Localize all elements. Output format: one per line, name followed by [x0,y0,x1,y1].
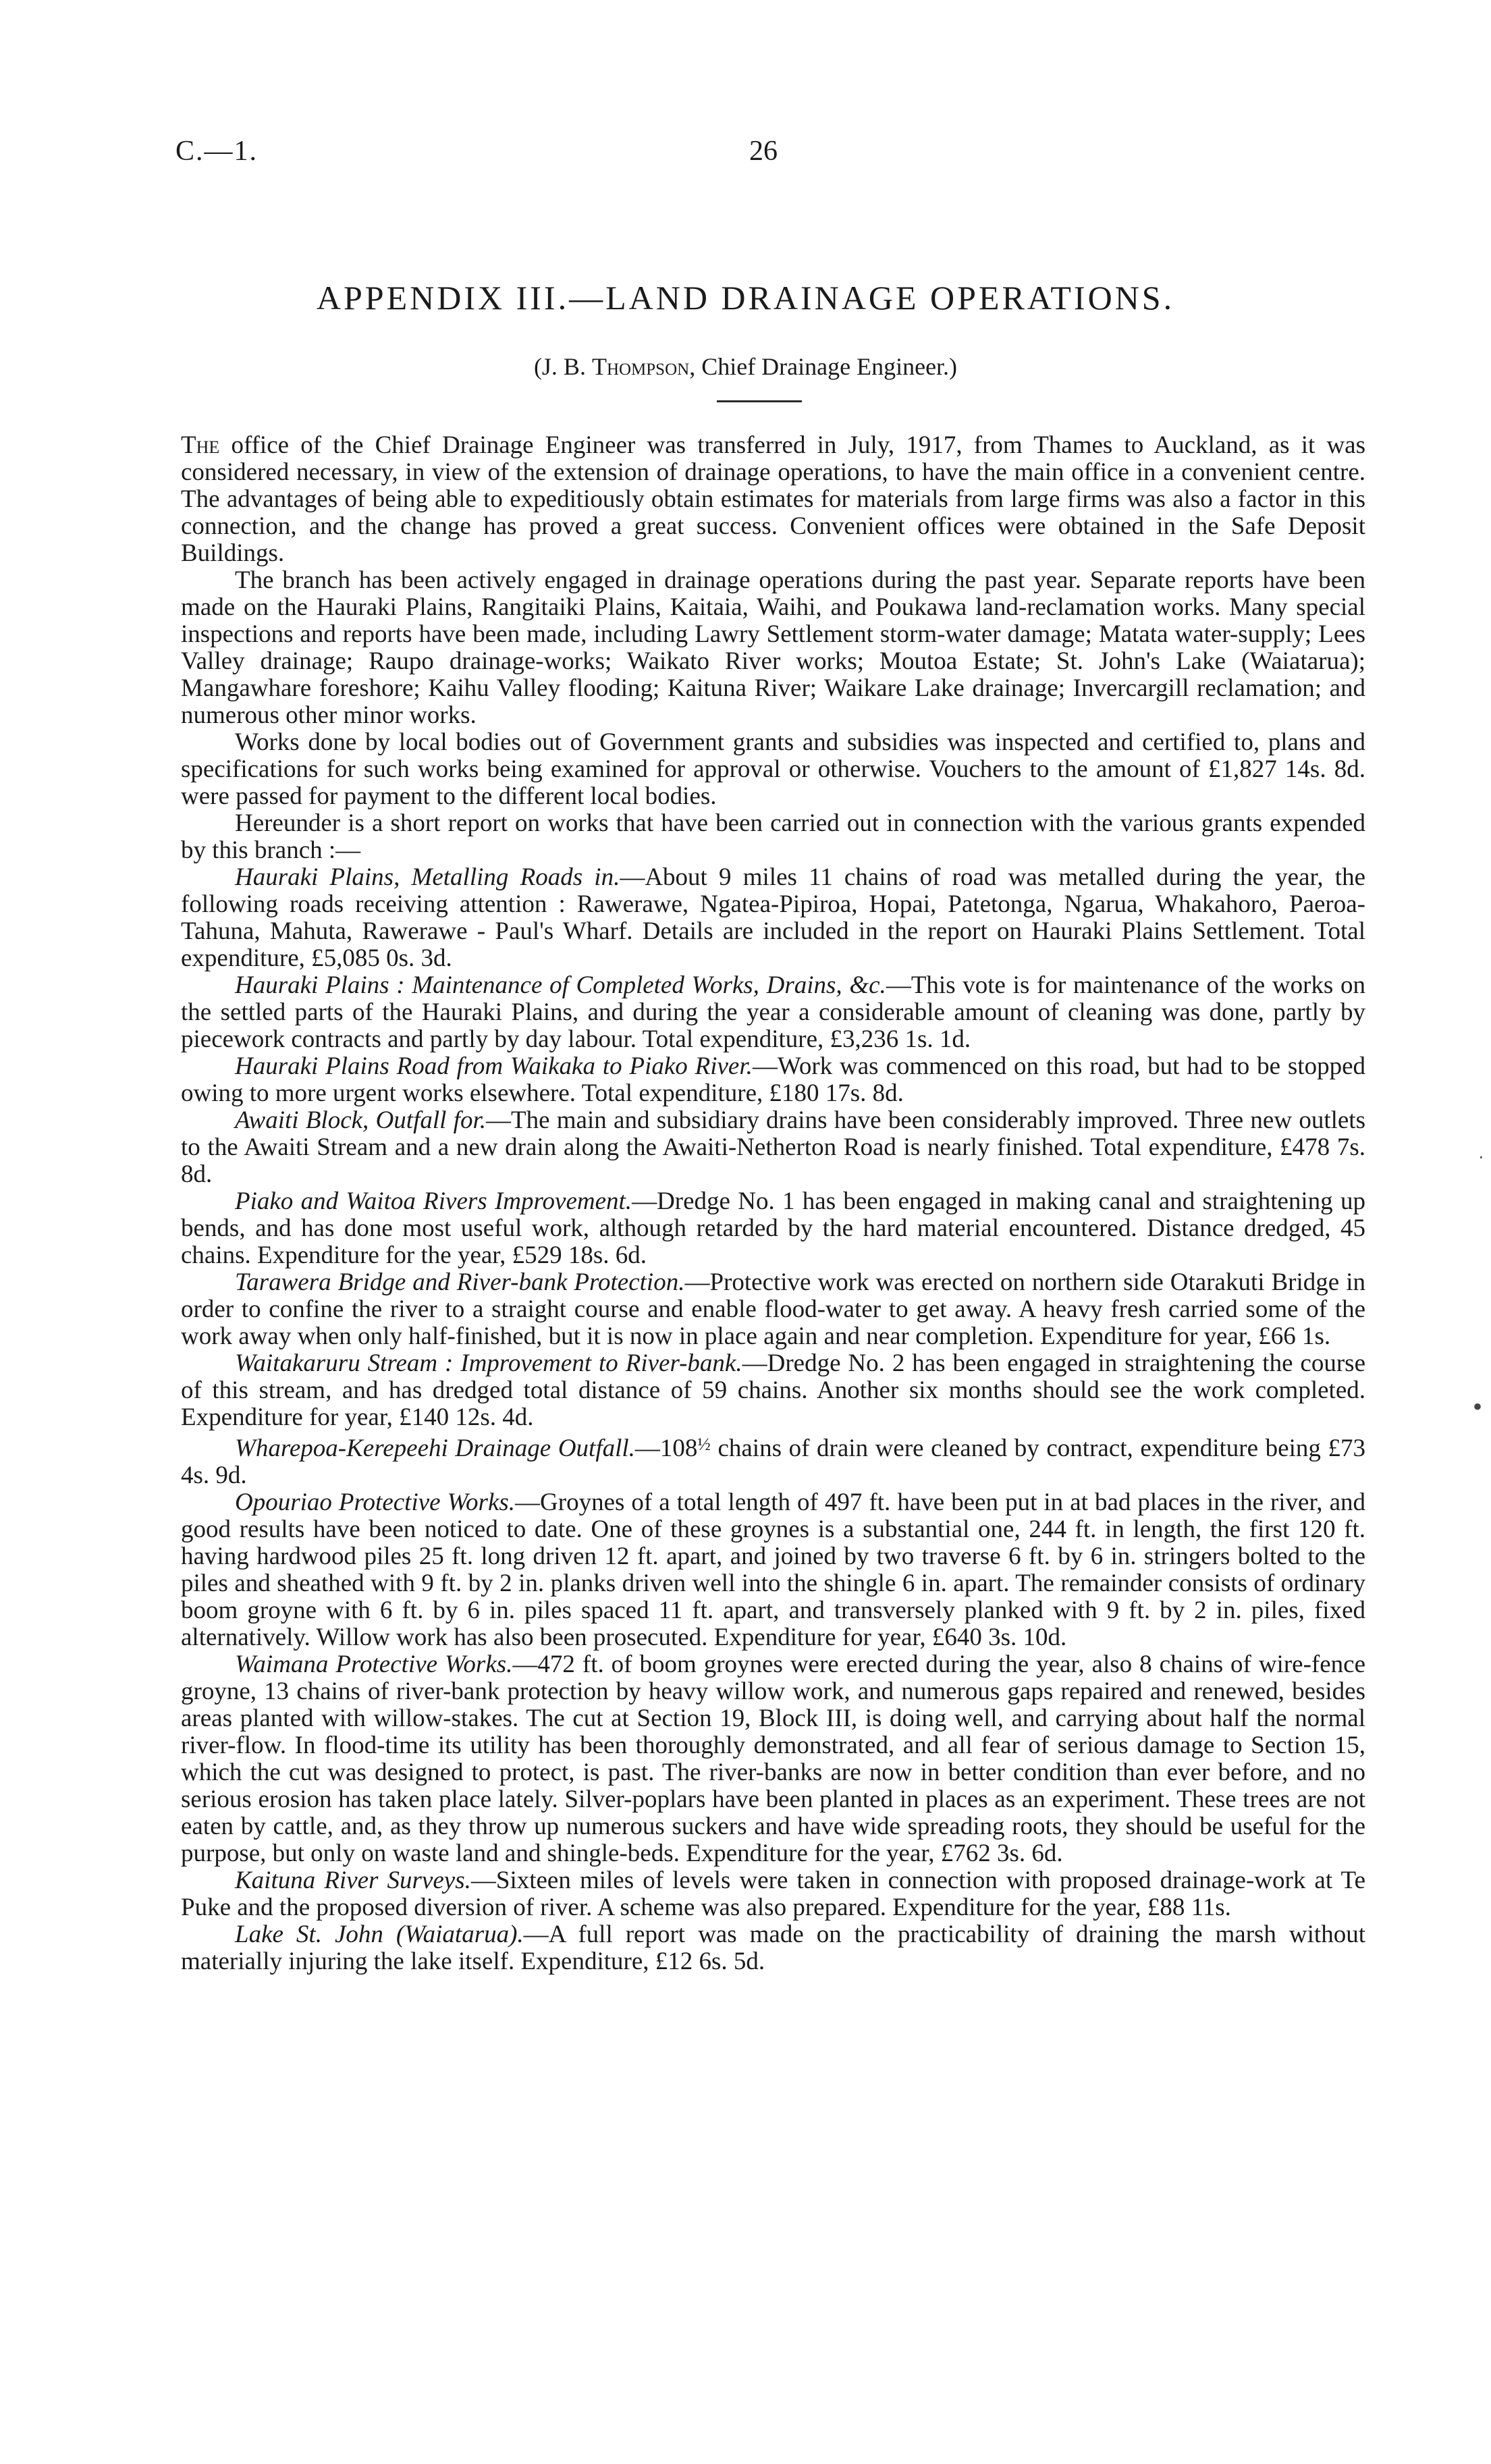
paragraph-text: The branch has been actively engaged in drainage operations during the past year. Separate reports have been made on the Hauraki Plains, Rangitaiki Plains, Kaitaia, Waihi, and Poukawa land-reclamation works. Many special inspections and reports have been made, including Lawry Settlement storm-water damage; Matata water-supply; Lees Valley drainage; Raupo drainage-works; Waikato River works; Moutoa Estate; St. John's Lake (Waiatarua); Mangawhare foreshore; Kaihu Valley flooding; Kaituna River; Waikare Lake drainage; Invercargill reclamation; and numerous other minor works. [181,566,1365,729]
paragraph-text: —A full report was made on the practicability of draining the marsh without materially injuring the lake itself. Expenditure, £12 6s. 5d. [181,1921,1365,1976]
lead-capital: The [181,431,220,459]
author-line [0,352,1491,381]
paragraph-text: —108 [634,1435,698,1463]
page-header [175,135,1491,176]
paragraph-text: —Sixteen miles of levels were taken in connection with proposed drainage-work at Te Puke and the proposed diversion of river. A scheme was also prepared. Expenditure for the year, £88 11s. [181,1867,1365,1922]
paragraph-opouriao [181,1489,1365,1651]
section-heading: Lake St. John (Waiatarua). [235,1921,524,1949]
paragraph-text: —The main and subsidiary drains have been considerably improved. Three new outlets to the Awaiti Stream and a new drain along the Awaiti-Netherton Road is nearly finished. Total expenditure, £478 7s. 8d. [181,1106,1365,1188]
paragraph-hauraki-maintenance [181,972,1365,1053]
paragraph-piako-waitoa [181,1188,1365,1269]
paragraph-text: Hereunder is a short report on works that have been carried out in connection with the various grants expended by this branch :— [181,809,1365,864]
paragraph-tarawera [181,1269,1365,1350]
paragraph-awaiti [181,1107,1365,1188]
paragraph-wharepoa [181,1431,1365,1489]
author-name: Thompson [591,353,690,380]
section-heading: Hauraki Plains : Maintenance of Completed Works, Drains, &c. [235,971,886,999]
paragraph-text: —Protective work was erected on northern side Otarakuti Bridge in order to confine the river to a straight course and enable flood-water to get away. A heavy fresh carried some of the work away when only half-finished, but it is now in place again and near completion. Expenditure for year, £66 1s. [181,1268,1365,1350]
paragraph-text: chains of drain were cleaned by contract, expenditure being £73 4s. 9d. [181,1435,1365,1490]
page-number: 26 [749,136,778,167]
paragraph-text: —Work was commenced on this road, but had to be stopped owing to more urgent works elsewhere. Total expenditure, £180 17s. 8d. [181,1052,1365,1107]
scan-speck: · [1478,1148,1484,1167]
scan-speck: • [1473,1391,1483,1422]
appendix-title: APPENDIX III.—LAND DRAINAGE OPERATIONS. [316,279,1175,317]
paragraph-text: —About 9 miles 11 chains of road was metalled during the year, the following roads receiving attention : Rawerawe, Ngatea-Pipiroa, Hopai, Patetonga, Ngarua, Whakahoro, Paeroa-Tahuna, Mahuta, Rawerawe - Paul's Wharf. Details are included in the report on Hauraki Plains Settlement. Total expenditure, £5,085 0s. 3d. [181,863,1365,972]
section-heading: Awaiti Block, Outfall for. [235,1106,486,1134]
paragraph-hauraki-metalling [181,864,1365,972]
section-heading: Waimana Protective Works. [235,1651,513,1679]
paragraph-branch-activity [181,567,1365,729]
section-heading: Tarawera Bridge and River-bank Protection. [235,1268,685,1296]
section-heading: Kaituna River Surveys. [235,1867,471,1895]
paragraph-text: —This vote is for maintenance of the works on the settled parts of the Hauraki Plains, and during the year a considerable amount of cleaning was done, partly by piecework contracts and partly by day labour. Total expenditure, £3,236 1s. 1d. [181,971,1366,1053]
author-role: , Chief Drainage Engineer.) [689,353,958,380]
section-heading: Hauraki Plains, Metalling Roads in. [235,863,620,891]
paragraph-hereunder [181,810,1365,864]
paragraph-text: —472 ft. of boom groynes were erected during the year, also 8 chains of wire-fence groyne, 13 chains of river-bank protection by heavy willow work, and numerous gaps repaired and renewed, besides areas planted with willow-stakes. The cut at Section 19, Block III, is doing well, and carrying about half the normal river-flow. In flood-time its utility has been thoroughly demonstrated, and all fear of serious damage to Section 15, which the cut was designed to protect, is past. The river-banks are now in better condition than ever before, and no serious erosion has taken place lately. Silver-poplars have been planted in places as an experiment. These trees are not eaten by cattle, and, as they throw up numerous suckers and have wide spreading roots, they should be useful for the purpose, but only on waste land and shingle-beds. Expenditure for the year, £762 3s. 6d. [181,1651,1365,1868]
author-line-open: (J. B. [533,353,592,380]
paragraph-text: office of the Chief Drainage Engineer was transferred in July, 1917, from Thames to Auckland, as it was considered necessary, in view of the extension of drainage operations, to have the main office in a convenient centre. The advantages of being able to expeditiously obtain estimates for materials from large firms was also a factor in this connection, and the change has proved a great success. Convenient offices were obtained in the Safe Deposit Buildings. [181,431,1365,567]
title-divider [717,400,802,402]
section-heading: Piako and Waitoa Rivers Improvement. [235,1187,632,1215]
paragraph-text: —Groynes of a total length of 497 ft. have been put in at bad places in the river, and good results have been noticed to date. One of these groynes is a substantial one, 244 ft. in length, the first 120 ft. having hardwood piles 25 ft. long driven 12 ft. apart, and joined by two traverse 6 ft. by 6 in. stringers bolted to the piles and sheathed with 9 ft. by 2 in. planks driven well into the shingle 6 in. apart. The remainder consists of ordinary boom groyne with 6 ft. by 6 in. piles spaced 11 ft. apart, and transversely planked with 9 ft. by 2 in. piles, fixed alternatively. Willow work has also been prosecuted. Expenditure for year, £640 3s. 10d. [181,1489,1366,1652]
paragraph-waimana [181,1651,1365,1867]
paragraph-text: —Dredge No. 1 has been engaged in making canal and straightening up bends, and has done most useful work, although retarded by the hard material encountered. Distance dredged, 45 chains. Expenditure for the year, £529 18s. 6d. [181,1187,1365,1269]
section-heading: Opouriao Protective Works. [235,1489,516,1517]
paragraph-hauraki-road [181,1053,1365,1107]
paragraph-local-bodies [181,729,1365,810]
section-heading: Waitakaruru Stream : Improvement to River-bank. [235,1349,742,1377]
paragraph-waitakaruru [181,1350,1365,1431]
section-heading: Wharepoa-Kerepeehi Drainage Outfall. [235,1435,635,1463]
paragraph-text: Works done by local bodies out of Government grants and subsidies was inspected and certified to, plans and specifications for such works being examined for approval or otherwise. Vouchers to the amount of £1,827 14s. 8d. were passed for payment to the different local bodies. [181,728,1365,810]
paragraph-intro [181,432,1365,567]
report-body [181,432,1365,1975]
paragraph-text: —Dredge No. 2 has been engaged in straightening the course of this stream, and has dredged total distance of 59 chains. Another six months should see the work completed. Expenditure for year, £140 12s. 4d. [181,1349,1365,1431]
paragraph-lake-st-john [181,1921,1365,1975]
section-heading: Hauraki Plains Road from Waikaka to Piako River. [235,1052,753,1080]
parliamentary-paper-code: C.—1. [175,136,259,167]
paragraph-kaituna [181,1867,1365,1921]
fraction: ½ [697,1435,711,1454]
